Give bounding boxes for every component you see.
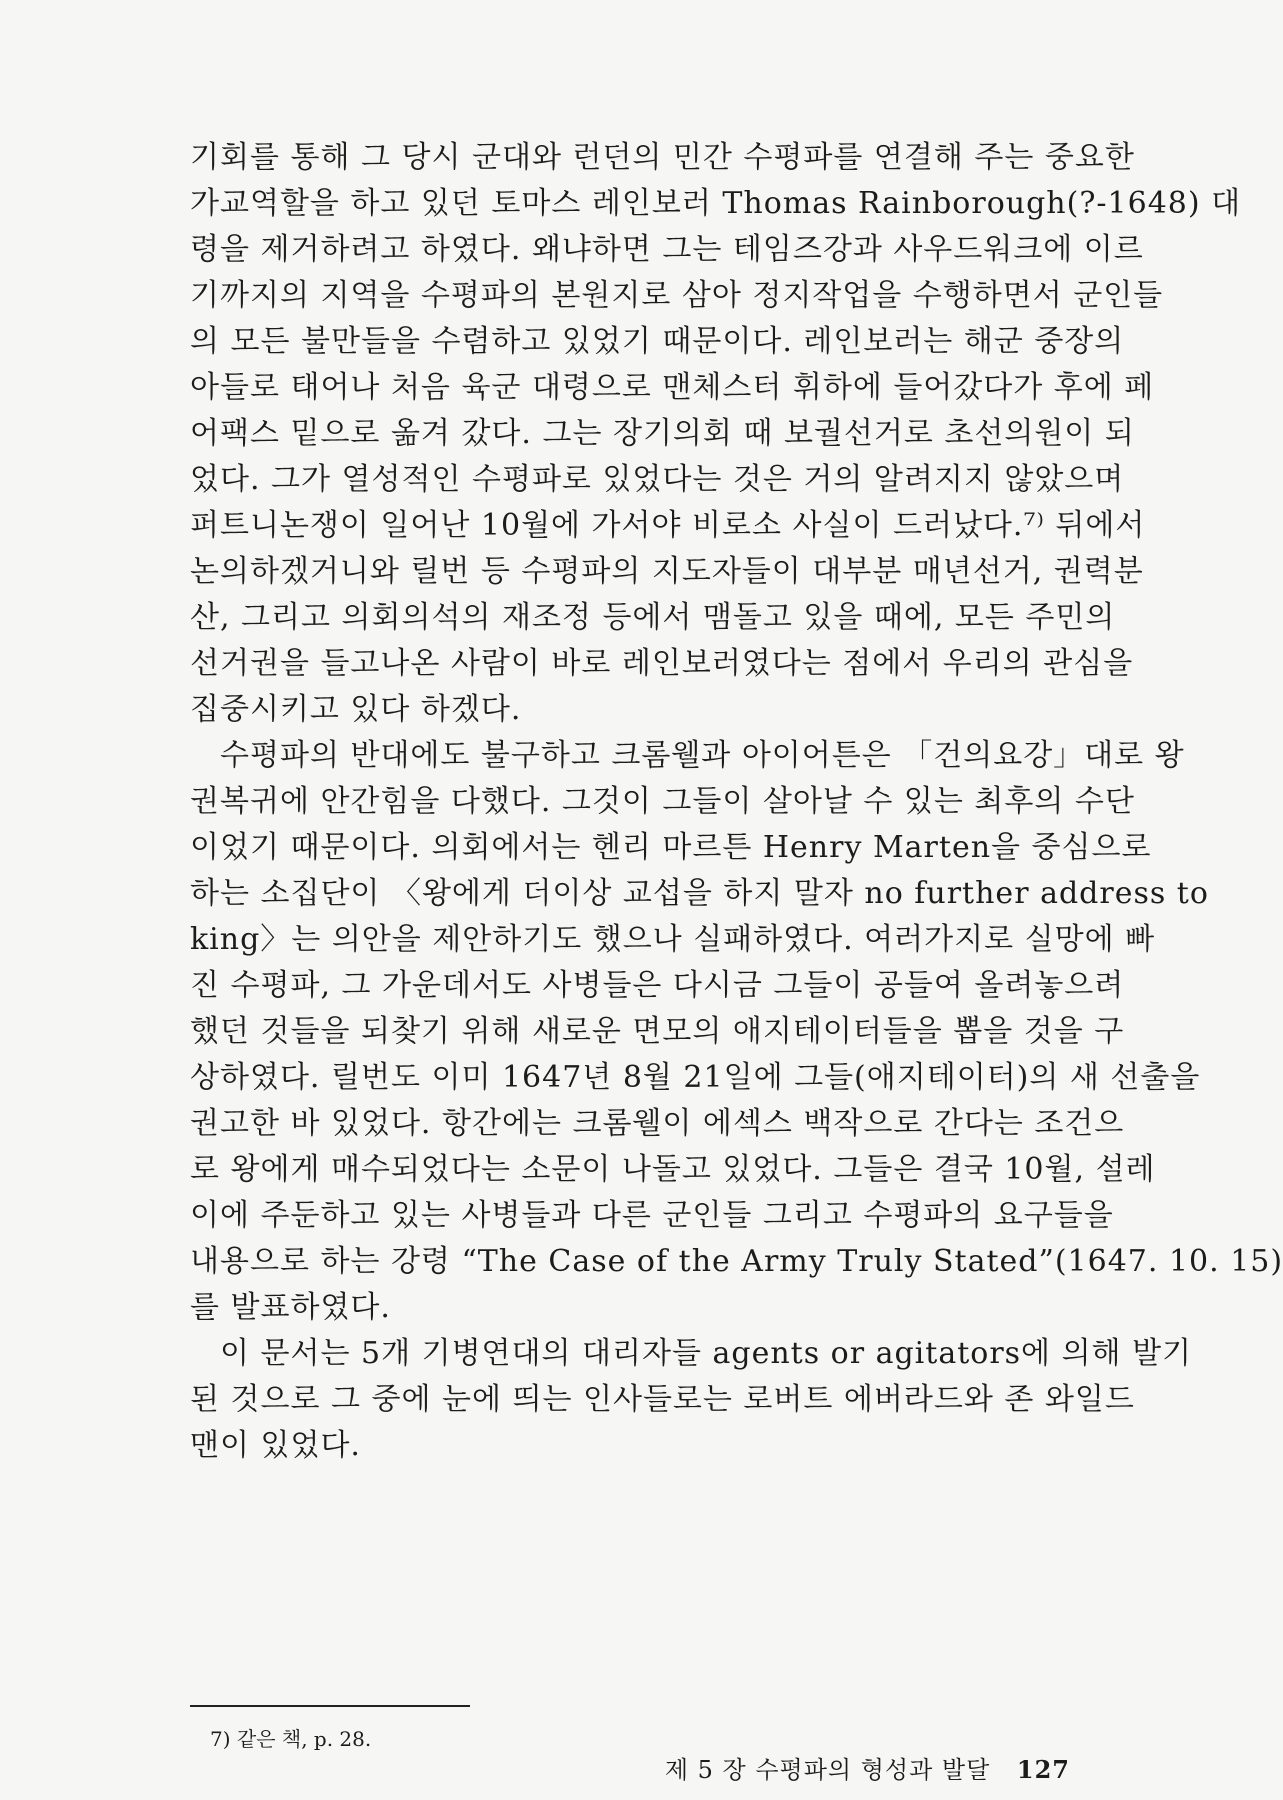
text-line: 선거권을 들고나온 사람이 바로 레인보러였다는 점에서 우리의 관심을 bbox=[190, 646, 1134, 681]
paragraph-start-line: 수평파의 반대에도 불구하고 크롬웰과 아이어튼은 「건의요강」대로 왕 bbox=[220, 738, 1185, 773]
text-line: king〉는 의안을 제안하기도 했으나 실패하였다. 여러가지로 실망에 빠 bbox=[190, 922, 1156, 957]
text-line: 를 발표하였다. bbox=[190, 1290, 391, 1325]
text-line: 권복귀에 안간힘을 다했다. 그것이 그들이 살아날 수 있는 최후의 수단 bbox=[190, 784, 1135, 819]
body-text bbox=[190, 135, 1283, 1469]
text-line: 권고한 바 있었다. 항간에는 크롬웰이 에섹스 백작으로 간다는 조건으 bbox=[190, 1106, 1125, 1141]
text-line: 이에 주둔하고 있는 사병들과 다른 군인들 그리고 수평파의 요구들을 bbox=[190, 1198, 1114, 1233]
page-number: 127 bbox=[1016, 1755, 1070, 1784]
text-line: 령을 제거하려고 하였다. 왜냐하면 그는 테임즈강과 사우드워크에 이르 bbox=[190, 232, 1144, 267]
text-line: 로 왕에게 매수되었다는 소문이 나돌고 있었다. 그들은 결국 10월, 설레 bbox=[190, 1152, 1156, 1187]
text-line: 맨이 있었다. bbox=[190, 1428, 361, 1463]
text-line: 아들로 태어나 처음 육군 대령으로 맨체스터 휘하에 들어갔다가 후에 페 bbox=[190, 370, 1155, 405]
footnote: 7) 같은 책, p. 28. bbox=[210, 1727, 372, 1751]
text-line: 기까지의 지역을 수평파의 본원지로 삼아 정지작업을 수행하면서 군인들 bbox=[190, 278, 1164, 313]
text-line: 했던 것들을 되찾기 위해 새로운 면모의 애지테이터들을 뽑을 것을 구 bbox=[190, 1014, 1125, 1049]
text-line: 진 수평파, 그 가운데서도 사병들은 다시금 그들이 공들여 올려놓으려 bbox=[190, 968, 1125, 1003]
running-footer bbox=[665, 1755, 1070, 1785]
text-line: 기회를 통해 그 당시 군대와 런던의 민간 수평파를 연결해 주는 중요한 bbox=[190, 140, 1135, 175]
text-line: 논의하겠거니와 릴번 등 수평파의 지도자들이 대부분 매년선거, 권력분 bbox=[190, 554, 1144, 589]
text-line: 었다. 그가 열성적인 수평파로 있었다는 것은 거의 알려지지 않았으며 bbox=[190, 462, 1125, 497]
text-line: 된 것으로 그 중에 눈에 띄는 인사들로는 로버트 에버라드와 존 와일드 bbox=[190, 1382, 1135, 1417]
footnote-divider bbox=[190, 1705, 470, 1707]
chapter-title: 제 5 장 수평파의 형성과 발달 bbox=[664, 1756, 991, 1784]
text-line: 이었기 때문이다. 의회에서는 헨리 마르튼 Henry Marten을 중심으로 bbox=[190, 830, 1152, 865]
text-line: 의 모든 불만들을 수렴하고 있었기 때문이다. 레인보러는 해군 중장의 bbox=[190, 324, 1125, 359]
text-line: 하는 소집단이 〈왕에게 더이상 교섭을 하지 말자 no further address to bbox=[190, 876, 1209, 911]
text-line: 산, 그리고 의회의석의 재조정 등에서 맴돌고 있을 때에, 모든 주민의 bbox=[190, 600, 1116, 635]
text-line: 집중시키고 있다 하겠다. bbox=[190, 692, 522, 727]
text-line: 퍼트니논쟁이 일어난 10월에 가서야 비로소 사실이 드러났다.⁷⁾ 뒤에서 bbox=[190, 508, 1146, 543]
text-line: 상하였다. 릴번도 이미 1647년 8월 21일에 그들(애지테이터)의 새 선출을 bbox=[190, 1060, 1201, 1095]
paragraph-start-line: 이 문서는 5개 기병연대의 대리자들 agents or agitators에 의해 발기 bbox=[220, 1336, 1193, 1371]
text-line: 내용으로 하는 강령 “The Case of the Army Truly Stated”(1647. 10. 15) bbox=[190, 1244, 1283, 1279]
text-line: 어팩스 밑으로 옮겨 갔다. 그는 장기의회 때 보궐선거로 초선의원이 되 bbox=[190, 416, 1135, 451]
text-line: 가교역할을 하고 있던 토마스 레인보러 Thomas Rainborough(?-1648) 대 bbox=[190, 186, 1242, 221]
